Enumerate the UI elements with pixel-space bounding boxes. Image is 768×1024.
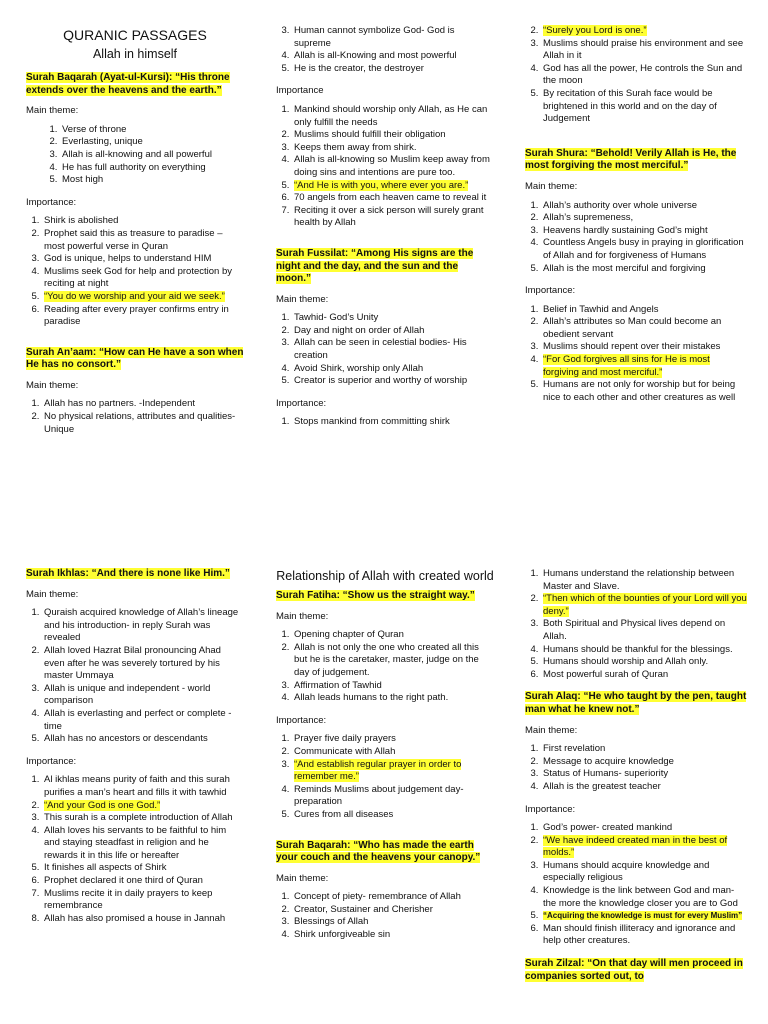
list-item: 1. Al ikhlas means purity of faith and this surah purifies a man’s heart and fills it with tawhid [42, 774, 244, 799]
section-title: Relationship of Allah with created world [276, 569, 494, 583]
surah-heading: Surah An’aam: “How can He have a son when He has no consort.” [26, 346, 244, 371]
list-item: 1. Opening chapter of Quran [292, 629, 494, 642]
list-item: 3. Allah is all-knowing and all powerful [60, 149, 244, 162]
main-theme-list [26, 398, 244, 436]
list-item: 3. Humans should acquire knowledge and especially religious [541, 860, 747, 885]
list-item: 5. Most high [60, 174, 244, 187]
importance-label: Importance: [525, 803, 576, 815]
importance-list [276, 104, 494, 230]
column-1 [26, 27, 244, 446]
importance-list [26, 215, 244, 328]
list-item: 4. Allah is all-Knowing and most powerful [292, 50, 494, 63]
importance-list [525, 304, 747, 405]
list-item: 1. Stops mankind from committing shirk [292, 416, 494, 429]
list-item: 3. Keeps them away from shirk. [292, 142, 494, 155]
main-theme-list [26, 607, 244, 746]
list-item: 1. Prayer five daily prayers [292, 733, 494, 746]
list-item: 3. Both Spiritual and Physical lives depend on Allah. [541, 618, 747, 643]
page-subtitle: Allah in himself [92, 47, 178, 61]
list-item: 4. “For God forgives all sins for He is most forgiving and most merciful.” [541, 354, 747, 379]
list-item: 3. Allah can be seen in celestial bodies- His creation [292, 337, 494, 362]
list-item: 3. Muslims should repent over their mistakes [541, 341, 747, 354]
main-theme-list [276, 629, 494, 705]
list-item: 6. Reading after every prayer confirms entry in paradise [42, 304, 244, 329]
list-item: 3. Status of Humans- superiority [541, 768, 747, 781]
main-theme-label: Main theme: [276, 293, 329, 305]
list-item: 6. Prophet declared it one third of Quran [42, 875, 244, 888]
list-item: 2. No physical relations, attributes and qualities- Unique [42, 411, 244, 436]
list-item: 2. Message to acquire knowledge [541, 756, 747, 769]
list-item: 5. It finishes all aspects of Shirk [42, 862, 244, 875]
list-item: 1. Mankind should worship only Allah, as He can only fulfill the needs [292, 104, 494, 129]
list-item: 1. First revelation [541, 743, 747, 756]
list-item: 1. Verse of throne [60, 124, 244, 137]
list-item: 1. Allah has no partners. -Independent [42, 398, 244, 411]
main-theme-label: Main theme: [276, 872, 329, 884]
list-item: 3. “And establish regular prayer in order to remember me.” [292, 759, 494, 784]
list-item: 3. Blessings of Allah [292, 916, 494, 929]
column-2 [276, 25, 494, 439]
importance-label: Importance: [276, 714, 327, 726]
importance-list [525, 822, 747, 948]
list-item: 2. Muslims should fulfill their obligation [292, 129, 494, 142]
main-theme-list [525, 200, 747, 276]
list-item: 3. Human cannot symbolize God- God is supreme [292, 25, 494, 50]
list-item: 5. Cures from all diseases [292, 809, 494, 822]
importance-list [276, 733, 494, 821]
list-item: 3. Affirmation of Tawhid [292, 680, 494, 693]
list-item: 4. Reminds Muslims about judgement day- preparation [292, 784, 494, 809]
list-item: 8. Allah has also promised a house in Jannah [42, 913, 244, 926]
list-item: 4. Countless Angels busy in praying in glorification of Allah and for forgiveness of Humans [541, 237, 747, 262]
list-item: 2. Everlasting, unique [60, 136, 244, 149]
list-item: 2. Prophet said this as treasure to paradise – most powerful verse in Quran [42, 228, 244, 253]
list-item: 2. Creator, Sustainer and Cherisher [292, 904, 494, 917]
column-6 [525, 568, 747, 991]
column-5 [276, 568, 494, 952]
list-item: 2. Allah is not only the one who created all this but he is the caretaker, master, judge on the day of judgement. [292, 642, 494, 680]
importance-label: Importance: [276, 397, 327, 409]
list-item: 2. Allah’s supremeness, [541, 212, 747, 225]
list-item: 4. Muslims seek God for help and protection by reciting at night [42, 266, 244, 291]
list-item: 5. Allah has no ancestors or descendants [42, 733, 244, 746]
list-item: 4. Avoid Shirk, worship only Allah [292, 363, 494, 376]
main-theme-label: Main theme: [525, 180, 578, 192]
list-item: 5. “And He is with you, where ever you are.” [292, 180, 494, 193]
list-item: 5. “Acquiring the knowledge is must for every Muslim” [541, 910, 747, 923]
list-item: 4. Allah loves his servants to be faithful to him and staying steadfast in religion and he rewards it in this life or hereafter [42, 825, 244, 863]
list-item: 2. “And your God is one God.” [42, 800, 244, 813]
page-title: QURANIC PASSAGES [63, 27, 207, 43]
list-item: 6. Man should finish illiteracy and ignorance and help other creatures. [541, 923, 747, 948]
list-item: 3. Muslims should praise his environment and see Allah in it [541, 38, 747, 63]
list-item: 4. God has all the power, He controls the Sun and the moon [541, 63, 747, 88]
main-theme-label: Main theme: [525, 724, 578, 736]
main-theme-label: Main theme: [276, 610, 329, 622]
column-3 [525, 25, 747, 414]
list-item: 6. 70 angels from each heaven came to reveal it [292, 192, 494, 205]
list-item: 5. Humans should worship and Allah only. [541, 656, 747, 669]
list-continued [525, 568, 747, 681]
surah-heading: Surah Alaq: “He who taught by the pen, taught man what he knew not.” [525, 691, 747, 715]
list-item: 4. Allah is the greatest teacher [541, 781, 747, 794]
list-item: 4. Allah is all-knowing so Muslim keep away from doing sins and intentions are pure too. [292, 154, 494, 179]
list-continued [525, 25, 747, 126]
list-item: 5. He is the creator, the destroyer [292, 63, 494, 76]
list-item: 4. Allah leads humans to the right path. [292, 692, 494, 705]
main-theme-list [26, 124, 244, 187]
surah-heading: Surah Fatiha: “Show us the straight way.” [276, 590, 475, 601]
list-item: 6. Most powerful surah of Quran [541, 669, 747, 682]
list-item: 7. Reciting it over a sick person will surely grant health by Allah [292, 205, 494, 230]
surah-heading: Surah Ikhlas: “And there is none like Him.” [26, 568, 230, 579]
list-item: 1. Tawhid- God’s Unity [292, 312, 494, 325]
list-item: 1. God’s power- created mankind [541, 822, 747, 835]
main-theme-list [525, 743, 747, 793]
list-item: 1. Quraish acquired knowledge of Allah’s lineage and his introduction- in reply Surah was revealed [42, 607, 244, 645]
list-item: 2. “We have indeed created man in the best of molds.” [541, 835, 747, 860]
main-theme-list-continued [276, 25, 494, 75]
importance-label: Importance: [26, 755, 77, 767]
list-item: 3. This surah is a complete introduction of Allah [42, 812, 244, 825]
list-item: 4. Allah is everlasting and perfect or complete -time [42, 708, 244, 733]
list-item: 1. Concept of piety- remembrance of Allah [292, 891, 494, 904]
list-item: 5. Allah is the most merciful and forgiving [541, 263, 747, 276]
main-theme-label: Main theme: [26, 379, 79, 391]
list-item: 1. Shirk is abolished [42, 215, 244, 228]
importance-list [276, 416, 494, 429]
importance-list [26, 774, 244, 925]
surah-heading: Surah Shura: “Behold! Verily Allah is He, the most forgiving the most merciful.” [525, 147, 737, 172]
list-item: 2. Communicate with Allah [292, 746, 494, 759]
list-item: 1. Humans understand the relationship between Master and Slave. [541, 568, 747, 593]
list-item: 4. Humans should be thankful for the blessings. [541, 644, 747, 657]
list-item: 3. Allah is unique and independent - world comparison [42, 683, 244, 708]
list-item: 2. Allah’s attributes so Man could become an obedient servant [541, 316, 747, 341]
surah-heading: Surah Zilzal: “On that day will men proceed in companies sorted out, to [525, 958, 743, 982]
list-item: 2. “Surely you Lord is one.” [541, 25, 747, 38]
list-item: 2. Day and night on order of Allah [292, 325, 494, 338]
list-item: 1. Belief in Tawhid and Angels [541, 304, 747, 317]
list-item: 5. By recitation of this Surah face would be brightened in this world and on the day of Judgement [541, 88, 747, 126]
list-item: 1. Allah’s authority over whole universe [541, 200, 747, 213]
list-item: 4. He has full authority on everything [60, 162, 244, 175]
list-item: 4. Knowledge is the link between God and man- the more the knowledge closer you are to God [541, 885, 747, 910]
importance-label: Importance: [26, 196, 77, 208]
main-theme-label: Main theme: [26, 105, 79, 117]
list-item: 5. Creator is superior and worthy of worship [292, 375, 494, 388]
list-item: 2. “Then which of the bounties of your Lord will you deny.” [541, 593, 747, 618]
list-item: 4. Shirk unforgiveable sin [292, 929, 494, 942]
column-4 [26, 568, 244, 935]
surah-heading: Surah Baqarah: “Who has made the earth your couch and the heavens your canopy.” [276, 839, 481, 864]
surah-heading: Surah Baqarah (Ayat-ul-Kursi): “His throne extends over the heavens and the earth.” [26, 72, 230, 96]
importance-label: Importance [276, 85, 324, 97]
list-item: 3. God is unique, helps to understand HIM [42, 253, 244, 266]
main-theme-list [276, 312, 494, 388]
main-theme-label: Main theme: [26, 588, 79, 600]
importance-label: Importance: [525, 285, 576, 297]
list-item: 3. Heavens hardly sustaining God’s might [541, 225, 747, 238]
main-theme-list [276, 891, 494, 941]
list-item: 2. Allah loved Hazrat Bilal pronouncing Ahad even after he was severely tortured by his master Ummaya [42, 645, 244, 683]
list-item: 5. Humans are not only for worship but for being nice to each other and other creatures as well [541, 379, 747, 404]
list-item: 5. “You do we worship and your aid we seek.” [42, 291, 244, 304]
surah-heading: Surah Fussilat: “Among His signs are the night and the day, and the sun and the moon.” [276, 247, 474, 285]
list-item: 7. Muslims recite it in daily prayers to keep remembrance [42, 888, 244, 913]
